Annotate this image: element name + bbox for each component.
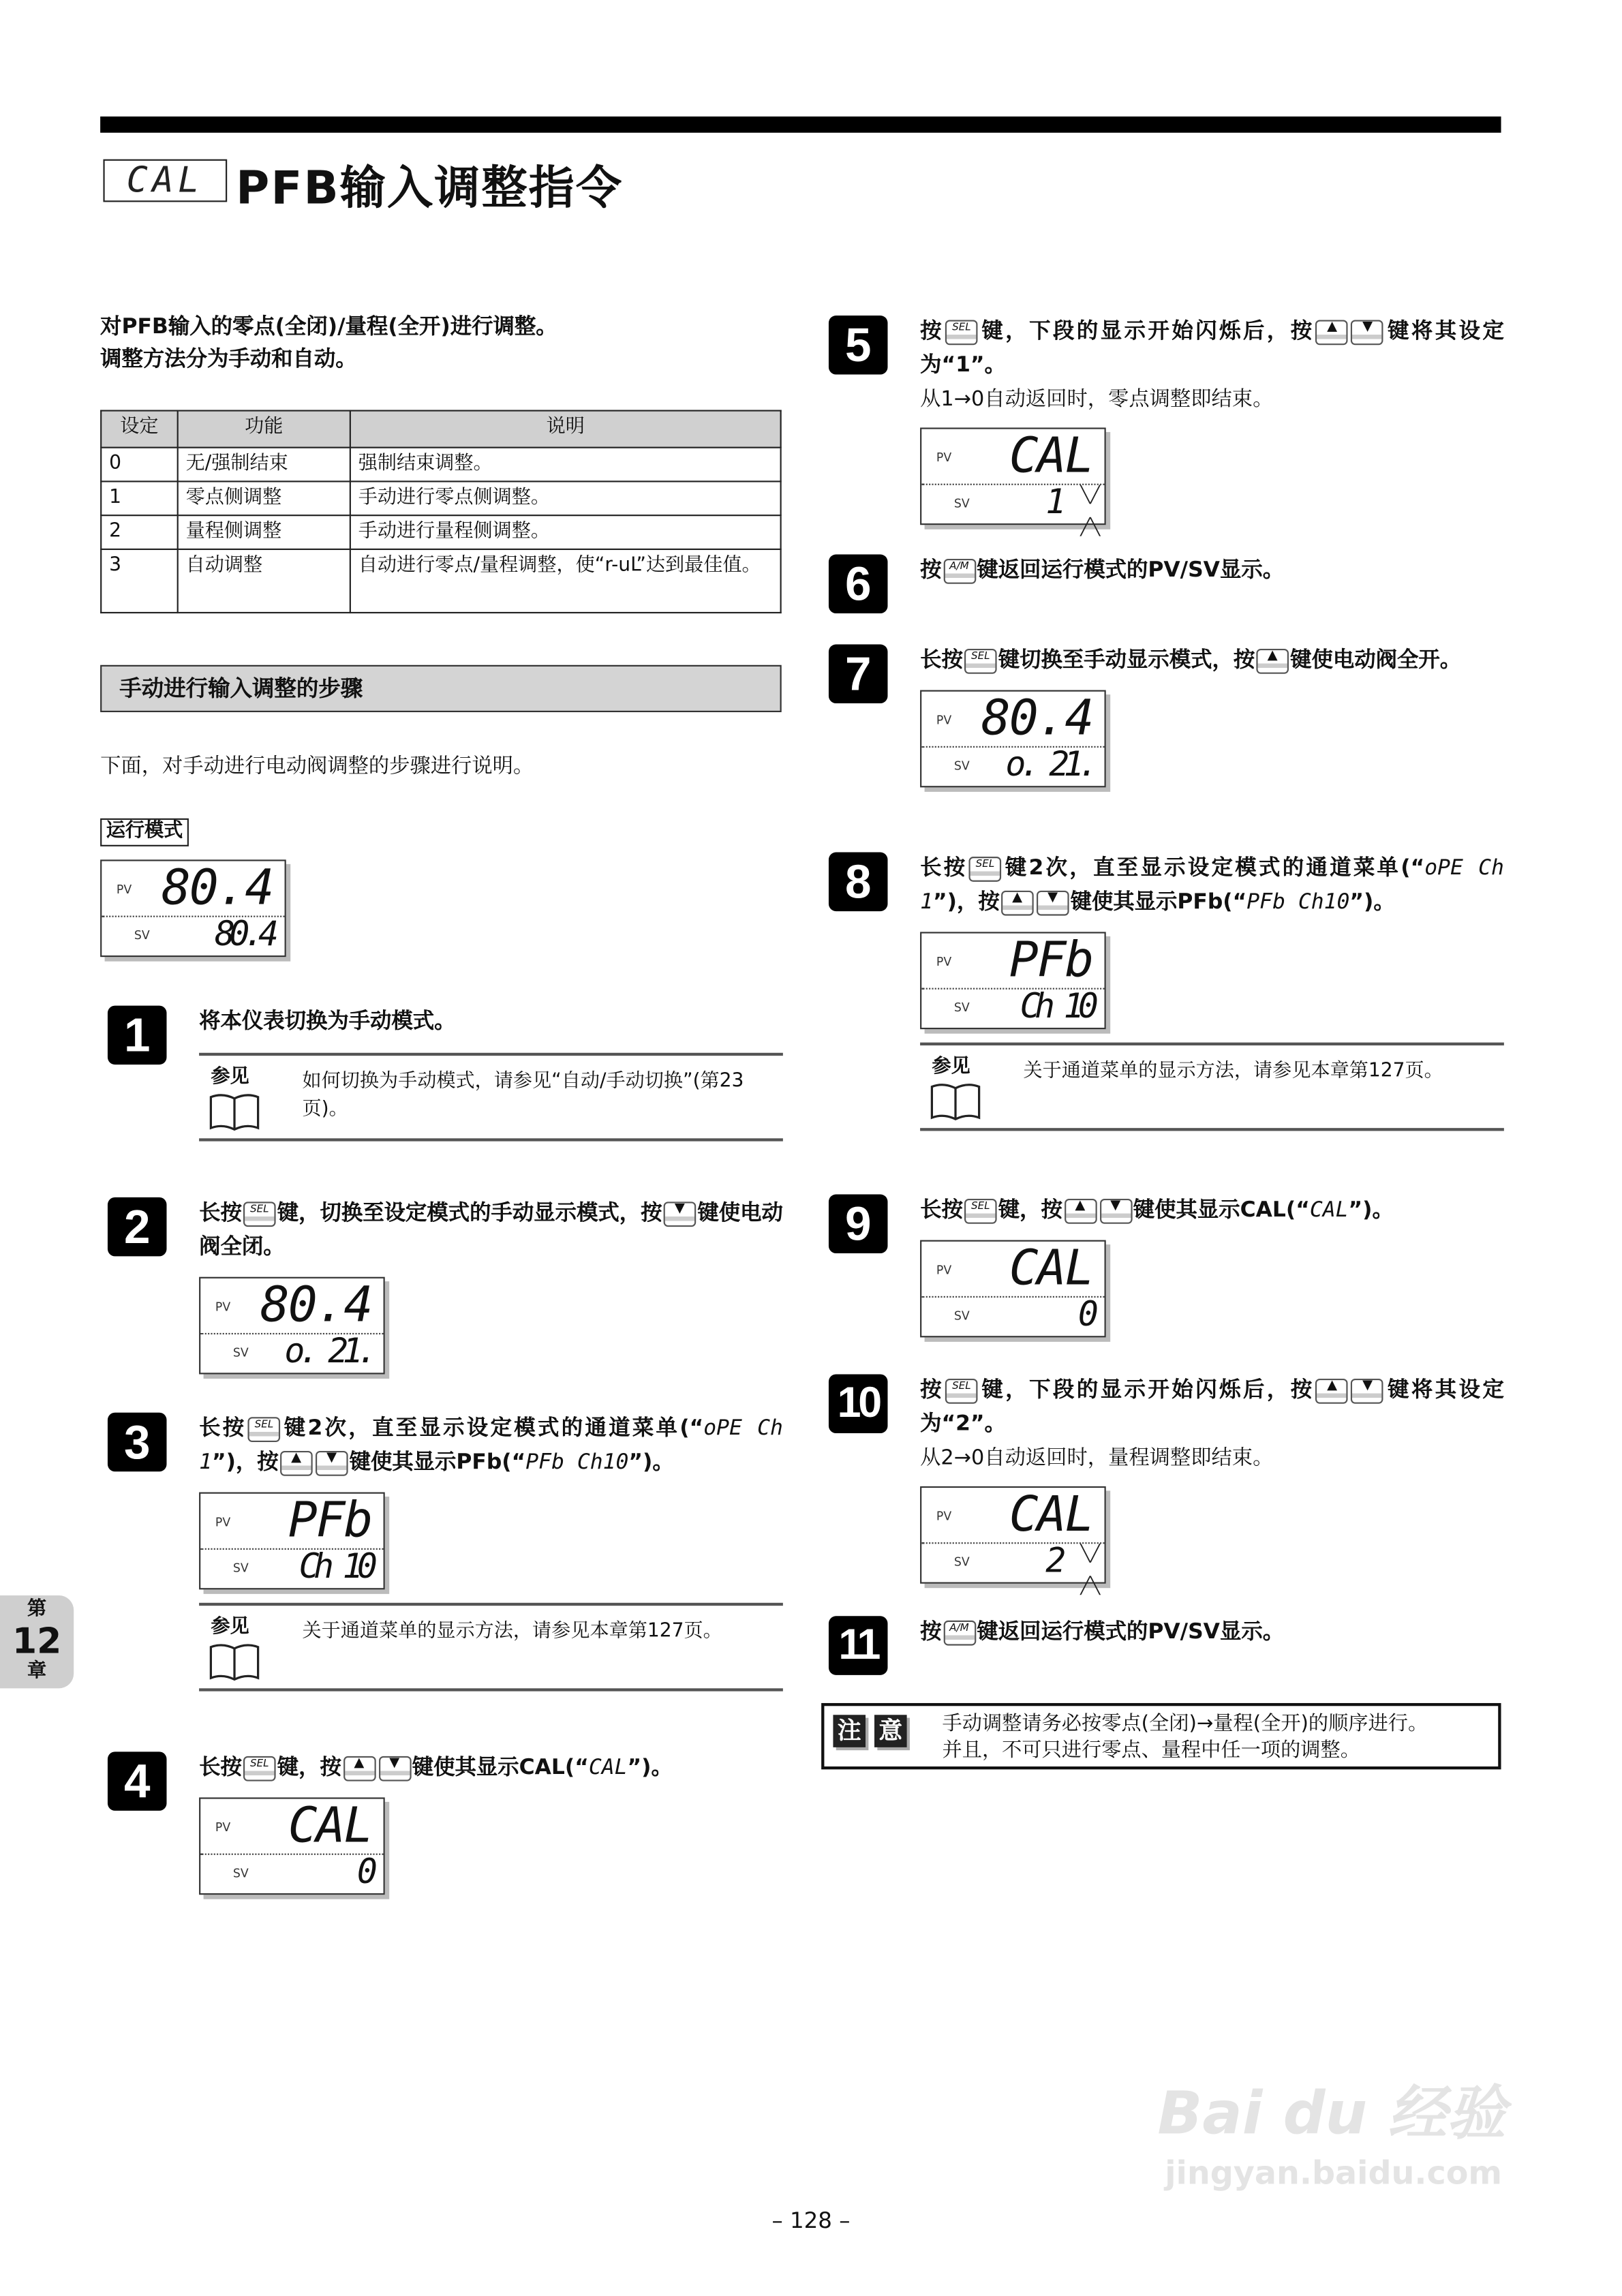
instruction-text: 键使电动阀全开。 xyxy=(1290,648,1462,673)
settings-table xyxy=(100,410,782,613)
lcd-divider xyxy=(921,1542,1104,1544)
sv-value: 0 xyxy=(1077,1296,1093,1335)
table-row xyxy=(101,515,780,549)
step-number-badge: 8 xyxy=(829,853,888,912)
cell: 自动进行零点/量程调整，使“r-uL”达到最佳值。 xyxy=(350,549,781,613)
display-code: oPE Ch 1 xyxy=(199,1417,783,1475)
cell: 2 xyxy=(101,515,178,549)
lcd-wrap xyxy=(920,426,1504,537)
sv-label: SV xyxy=(953,1555,970,1570)
step-instruction xyxy=(920,644,1504,678)
book-icon xyxy=(929,1081,982,1128)
instruction-text: 按 xyxy=(920,1378,944,1403)
sv-label: SV xyxy=(953,497,970,510)
lcd-wrap xyxy=(920,690,1504,788)
instruction-text: 长按 xyxy=(199,1417,247,1441)
sel-key-icon: SEL xyxy=(248,1416,281,1441)
caution-tag: 注 xyxy=(833,1715,866,1747)
pv-label: PV xyxy=(215,1300,231,1314)
step-body xyxy=(920,644,1504,787)
caution-tag: 意 xyxy=(874,1715,907,1747)
pv-label: PV xyxy=(936,714,952,727)
instruction-text: 长按 xyxy=(920,1199,963,1223)
instruction-text: 键2次，直至显示设定模式的通道菜单(“ xyxy=(281,1417,704,1441)
step-instruction xyxy=(199,1006,783,1040)
sv-value: Ch 10 xyxy=(1020,988,1093,1026)
step-note: 从2→0自动返回时，量程调整即结束。 xyxy=(920,1446,1274,1471)
cell: 零点侧调整 xyxy=(178,481,350,515)
step-body xyxy=(920,1195,1504,1338)
down-key-icon: ▼ xyxy=(1351,1378,1384,1403)
column-header: 功能 xyxy=(178,411,350,448)
instruction-text: 按 xyxy=(920,320,944,344)
sel-key-icon: SEL xyxy=(243,1201,276,1226)
step-number-badge: 1 xyxy=(108,1006,167,1065)
reference-label: 参见 xyxy=(211,1616,249,1638)
step-instruction xyxy=(920,555,1504,589)
instruction-text: ”)。 xyxy=(1348,1199,1394,1223)
sv-value: Ch 10 xyxy=(299,1548,372,1587)
lcd-wrap xyxy=(199,1490,783,1590)
step-instruction xyxy=(920,1616,1504,1650)
instruction-text: 键使其显示PFb(“ xyxy=(1070,890,1247,915)
cell: 强制结束调整。 xyxy=(350,448,781,482)
lcd-divider xyxy=(921,1296,1104,1298)
reference-label: 参见 xyxy=(932,1056,970,1078)
up-key-icon: ▲ xyxy=(1316,319,1349,344)
instruction-text: 键使其显示CAL(“ xyxy=(412,1756,589,1780)
step-body xyxy=(199,1197,783,1375)
instruction-text: 键，按 xyxy=(277,1756,341,1780)
run-mode-lcd-wrap xyxy=(100,859,286,957)
sv-value: o. 21. xyxy=(284,1332,372,1372)
lcd-display xyxy=(920,932,1106,1029)
instruction-text: 键返回运行模式的PV/SV显示。 xyxy=(977,1620,1285,1644)
instruction-text: 长按 xyxy=(199,1756,242,1780)
sv-value: 80.4 xyxy=(215,915,273,954)
cell: 3 xyxy=(101,549,178,613)
sv-value: 1 xyxy=(1045,483,1067,522)
instruction-text: 键，下段的显示开始闪烁后，按 xyxy=(979,320,1315,344)
instruction-text: 键2次，直至显示设定模式的通道菜单(“ xyxy=(1003,857,1425,881)
pv-value: 80.4 xyxy=(161,858,273,916)
lead-text: 下面，对手动进行电动阀调整的步骤进行说明。 xyxy=(100,754,534,779)
lcd-display xyxy=(920,426,1106,537)
step-number-badge: 6 xyxy=(829,555,888,614)
pv-value: CAL xyxy=(1009,426,1093,484)
instruction-text: 按 xyxy=(920,559,942,583)
lcd-display xyxy=(199,1490,385,1590)
down-key-icon: ▼ xyxy=(316,1450,348,1475)
step-number-badge: 7 xyxy=(829,644,888,703)
reference-box xyxy=(199,1603,783,1692)
instruction-text: 长按 xyxy=(920,648,963,673)
sel-key-icon: SEL xyxy=(964,648,997,673)
step-number-badge: 11 xyxy=(829,1616,888,1675)
reference-text: 关于通道菜单的显示方法，请参见本章第127页。 xyxy=(302,1620,722,1643)
cell: 手动进行量程侧调整。 xyxy=(350,515,781,549)
instruction-text: 键，切换至设定模式的手动显示模式，按 xyxy=(277,1201,662,1225)
lcd-wrap xyxy=(920,932,1504,1029)
pv-value: 80.4 xyxy=(981,688,1093,746)
watermark-url: jingyan.baidu.com xyxy=(1165,2156,1503,2193)
lcd-divider xyxy=(921,484,1104,485)
display-code: CAL xyxy=(1309,1199,1349,1223)
sel-key-icon: SEL xyxy=(945,319,978,344)
sv-label: SV xyxy=(134,929,150,943)
step-number-badge: 3 xyxy=(108,1413,167,1472)
instruction-text: ”)。 xyxy=(627,1756,673,1780)
sel-key-icon: SEL xyxy=(243,1756,276,1781)
down-key-icon: ▼ xyxy=(378,1756,411,1781)
column-header: 说明 xyxy=(350,411,781,448)
lcd-display xyxy=(199,1797,385,1895)
instruction-text: 键使其显示PFb(“ xyxy=(349,1450,526,1475)
cell: 0 xyxy=(101,448,178,482)
cell: 量程侧调整 xyxy=(178,515,350,549)
table-row xyxy=(101,481,780,515)
sv-label: SV xyxy=(232,1346,249,1360)
pv-value: 80.4 xyxy=(260,1275,372,1333)
pv-label: PV xyxy=(936,1510,952,1523)
lcd-display xyxy=(920,1484,1106,1596)
down-key-icon: ▼ xyxy=(1351,319,1384,344)
display-code: PFb Ch10 xyxy=(1246,890,1350,915)
pv-label: PV xyxy=(936,451,952,465)
pv-value: PFb xyxy=(1009,930,1093,988)
reference-text: 关于通道菜单的显示方法，请参见本章第127页。 xyxy=(1023,1060,1443,1083)
sel-key-icon: SEL xyxy=(964,1198,997,1223)
instruction-text: 键使其显示CAL(“ xyxy=(1133,1199,1310,1223)
sv-label: SV xyxy=(232,1561,249,1575)
up-key-icon: ▲ xyxy=(1316,1378,1349,1403)
down-key-icon: ▼ xyxy=(1099,1198,1132,1223)
cell: 无/强制结束 xyxy=(178,448,350,482)
step-number-badge: 9 xyxy=(829,1195,888,1254)
caution-line: 手动调整请务必按零点(全闭)→量程(全开)的顺序进行。 xyxy=(942,1711,1428,1736)
chapter-suffix: 章 xyxy=(27,1660,47,1683)
display-code: CAL xyxy=(588,1756,628,1780)
step-body xyxy=(920,1616,1504,1650)
display-code: oPE Ch 1 xyxy=(920,857,1504,915)
instruction-text: 按 xyxy=(920,1620,942,1644)
lcd-wrap xyxy=(920,1240,1504,1338)
book-icon xyxy=(208,1641,261,1688)
page-title: PFB输入调整指令 xyxy=(236,162,624,215)
sv-value: 2 xyxy=(1045,1542,1067,1581)
watermark-logo: Bai du 经验 xyxy=(1157,2080,1506,2149)
step-number-badge: 4 xyxy=(108,1751,167,1811)
step-number-badge: 2 xyxy=(108,1197,167,1257)
step-body xyxy=(920,853,1504,1131)
step-body xyxy=(920,555,1504,589)
instruction-text: ”)。 xyxy=(1349,890,1395,915)
pv-value: CAL xyxy=(1009,1238,1093,1296)
sv-label: SV xyxy=(232,1867,249,1880)
blink-indicator-icon: ╲╱ ╱╲ xyxy=(1080,485,1101,537)
step-body xyxy=(199,1751,783,1895)
table-row xyxy=(101,549,780,613)
pv-label: PV xyxy=(116,883,132,897)
step-body xyxy=(199,1006,783,1142)
sv-value: 0 xyxy=(356,1853,372,1892)
am-key-icon: A/M xyxy=(943,1620,976,1645)
lcd-display xyxy=(920,690,1106,788)
reference-box xyxy=(920,1043,1504,1131)
down-key-icon: ▼ xyxy=(1037,890,1069,915)
display-code: PFb Ch10 xyxy=(525,1450,629,1475)
cell: 手动进行零点侧调整。 xyxy=(350,481,781,515)
pv-value: PFb xyxy=(288,1490,372,1548)
instruction-text: ”)，按 xyxy=(932,890,1000,915)
down-key-icon: ▼ xyxy=(664,1201,697,1226)
sel-key-icon: SEL xyxy=(945,1378,978,1403)
step-instruction xyxy=(199,1197,783,1266)
sv-label: SV xyxy=(953,1309,970,1323)
cell: 1 xyxy=(101,481,178,515)
caution-line: 并且，不可只进行零点、量程中任一项的调整。 xyxy=(942,1738,1360,1762)
table-row xyxy=(101,448,780,482)
instruction-text: 键，按 xyxy=(998,1199,1062,1223)
instruction-text: 键将其设定为“2”。 xyxy=(920,1378,1504,1437)
page-number: – 128 – xyxy=(771,2207,851,2234)
instruction-text: 长按 xyxy=(199,1201,242,1225)
instruction-text: 键将其设定为“1”。 xyxy=(920,320,1504,378)
caution-text xyxy=(943,1711,1428,1764)
step-number-badge: 5 xyxy=(829,316,888,375)
up-key-icon: ▲ xyxy=(1064,1198,1097,1223)
step-instruction xyxy=(199,1413,783,1481)
pv-label: PV xyxy=(936,955,952,969)
chapter-prefix: 第 xyxy=(27,1598,47,1621)
lcd-wrap xyxy=(199,1797,783,1895)
instruction-text: 键返回运行模式的PV/SV显示。 xyxy=(977,559,1285,583)
step-body xyxy=(920,316,1504,537)
reference-text: 如何切换为手动模式，请参见“自动/手动切换”(第23页)。 xyxy=(302,1070,744,1121)
step-instruction xyxy=(920,316,1504,384)
sv-label: SV xyxy=(953,1001,970,1015)
step-number-badge: 10 xyxy=(829,1374,888,1433)
up-key-icon: ▲ xyxy=(1001,890,1034,915)
sv-value: o. 21. xyxy=(1005,746,1093,785)
pv-value: CAL xyxy=(1009,1484,1093,1543)
reference-box xyxy=(199,1053,783,1142)
book-icon xyxy=(208,1091,261,1138)
step-instruction xyxy=(920,853,1504,921)
step-body xyxy=(920,1374,1504,1596)
up-key-icon: ▲ xyxy=(280,1450,313,1475)
step-body xyxy=(199,1413,783,1692)
blink-indicator-icon: ╲╱ ╱╲ xyxy=(1080,1544,1101,1596)
title-code-display: CAL xyxy=(103,159,227,202)
instruction-text: 键，下段的显示开始闪烁后，按 xyxy=(979,1378,1315,1403)
instruction-text: 将本仪表切换为手动模式。 xyxy=(199,1010,456,1034)
instruction-text: 长按 xyxy=(920,857,968,881)
cell: 自动调整 xyxy=(178,549,350,613)
column-header: 设定 xyxy=(101,411,178,448)
instruction-text: ”)，按 xyxy=(211,1450,279,1475)
table-header-row xyxy=(101,411,780,448)
up-key-icon: ▲ xyxy=(343,1756,376,1781)
instruction-text: ”)。 xyxy=(628,1450,674,1475)
lcd-wrap xyxy=(199,1277,783,1375)
reference-label: 参见 xyxy=(211,1066,249,1088)
pv-value: CAL xyxy=(288,1796,372,1854)
up-key-icon: ▲ xyxy=(1256,648,1289,673)
caution-box xyxy=(821,1703,1501,1769)
step-instruction xyxy=(199,1751,783,1786)
chapter-tab xyxy=(0,1595,74,1688)
header-rule xyxy=(100,117,1501,133)
chapter-number: 12 xyxy=(12,1620,62,1662)
step-note: 从1→0自动返回时，零点调整即结束。 xyxy=(920,388,1274,412)
intro-text xyxy=(100,311,557,376)
sv-label: SV xyxy=(953,759,970,773)
lcd-display xyxy=(100,859,286,957)
pv-label: PV xyxy=(215,1821,231,1835)
run-mode-label: 运行模式 xyxy=(100,818,189,846)
intro-line: 对PFB输入的零点(全闭)/量程(全开)进行调整。 xyxy=(100,316,557,339)
sel-key-icon: SEL xyxy=(969,856,1002,881)
lcd-wrap xyxy=(920,1484,1504,1596)
pv-label: PV xyxy=(936,1264,952,1277)
pv-label: PV xyxy=(215,1516,231,1529)
am-key-icon: A/M xyxy=(943,558,976,583)
step-instruction xyxy=(920,1195,1504,1229)
step-instruction xyxy=(920,1374,1504,1442)
lcd-display xyxy=(199,1277,385,1375)
lcd-divider xyxy=(200,1854,383,1855)
instruction-text: 键切换至手动显示模式，按 xyxy=(998,648,1255,673)
section-heading: 手动进行输入调整的步骤 xyxy=(100,665,782,712)
lcd-display xyxy=(920,1240,1106,1338)
instruction-text: 键使电动阀全闭。 xyxy=(199,1201,783,1259)
intro-line: 调整方法分为手动和自动。 xyxy=(100,348,357,372)
